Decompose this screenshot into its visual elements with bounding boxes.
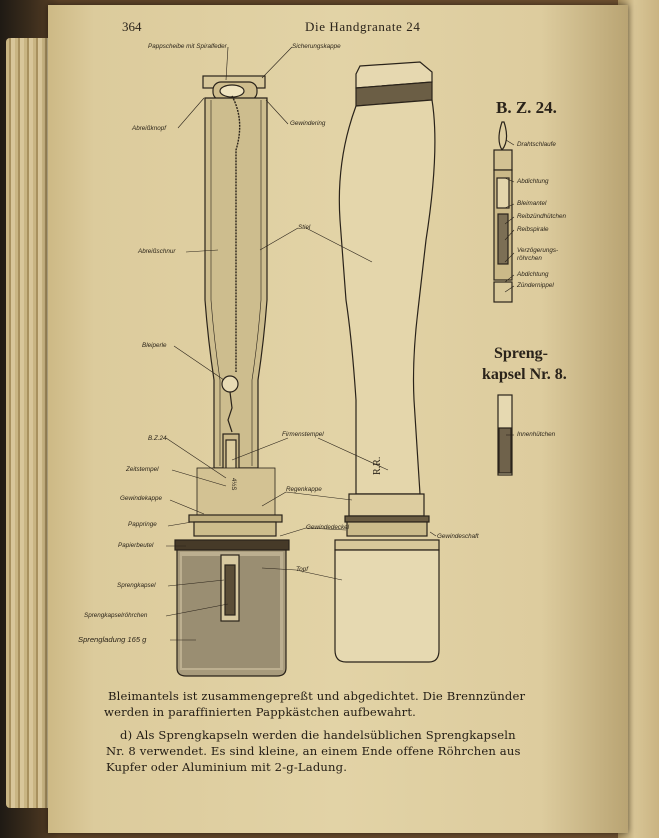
exterior-grenade-drawing: [335, 62, 439, 662]
body-text-line-1: Bleimantels ist zusammengepreßt und abgedichtet. Die Brennzünder: [108, 689, 526, 703]
label-verzoegerungsroehrchen: Verzögerungs-röhrchen: [517, 247, 559, 262]
body-text-line-2: werden in paraffinierten Pappkästchen aufbewahrt.: [104, 705, 416, 719]
label-gewindeschaft: Gewindeschaft: [437, 533, 479, 540]
label-zuendernippel: Zündernippel: [517, 282, 554, 289]
fuse-stamp: 4½S: [230, 478, 236, 491]
label-reibspirale: Reibspirale: [517, 226, 549, 233]
label-gewindedeckel: Gewindedeckel: [306, 524, 350, 531]
label-bleiperle: Bleiperle: [142, 342, 167, 349]
label-papierbeutel: Papierbeutel: [118, 542, 154, 549]
page-number: 364: [122, 19, 142, 34]
label-bz24: B.Z.24: [148, 435, 167, 442]
label-sprengladung: Sprengladung 165 g: [78, 635, 147, 644]
label-abdichtung-bottom: Abdichtung: [517, 271, 549, 278]
label-zeitstempel: Zeitstempel: [126, 466, 159, 473]
label-stiel: Stiel: [298, 224, 311, 231]
handle-stamp: R.R.: [372, 456, 383, 475]
cutaway-grenade-drawing: [175, 76, 289, 676]
label-firmenstempel: Firmenstempel: [282, 431, 324, 438]
label-innenhuetchen: Innenhütchen: [517, 431, 556, 438]
label-regenkappe: Regenkappe: [286, 486, 322, 493]
body-text-line-4: Nr. 8 verwendet. Es sind kleine, an einem Ende offene Röhrchen aus: [106, 744, 521, 758]
label-sicherungskappe: Sicherungskappe: [292, 43, 341, 50]
label-pappscheibe: Pappscheibe mit Spiralfeder: [148, 43, 227, 50]
label-gewindekappe: Gewindekappe: [120, 495, 163, 502]
label-gewindering: Gewindering: [290, 120, 326, 127]
label-abdichtung-top: Abdichtung: [517, 178, 549, 185]
label-drahtschlaufe: Drahtschlaufe: [517, 141, 556, 148]
sprengkapsel-title-line2: kapsel Nr. 8.: [482, 366, 567, 383]
body-text-line-3: d) Als Sprengkapseln werden die handelsüblichen Sprengkapseln: [120, 728, 516, 742]
bz24-title: B. Z. 24.: [496, 98, 557, 117]
label-sprengkapsel: Sprengkapsel: [117, 582, 156, 589]
sprengkapsel-title-line1: Spreng-: [494, 345, 548, 362]
label-topf: Topf: [296, 566, 309, 573]
label-pappringe: Pappringe: [128, 521, 157, 528]
label-abreissschnur: Abreißschnur: [138, 248, 176, 255]
bz24-fuse-drawing: [494, 122, 512, 302]
label-sprengkapselroehrchen: Sprengkapselröhrchen: [84, 612, 148, 619]
body-text-line-5: Kupfer oder Aluminium mit 2-g-Ladung.: [106, 760, 348, 774]
running-title: Die Handgranate 24: [305, 19, 421, 34]
label-bleimantel: Bleimantel: [517, 200, 547, 207]
label-reibzuendhuetchen: Reibzündhütchen: [517, 213, 567, 220]
label-abreissknopf: Abreißknopf: [132, 125, 166, 132]
